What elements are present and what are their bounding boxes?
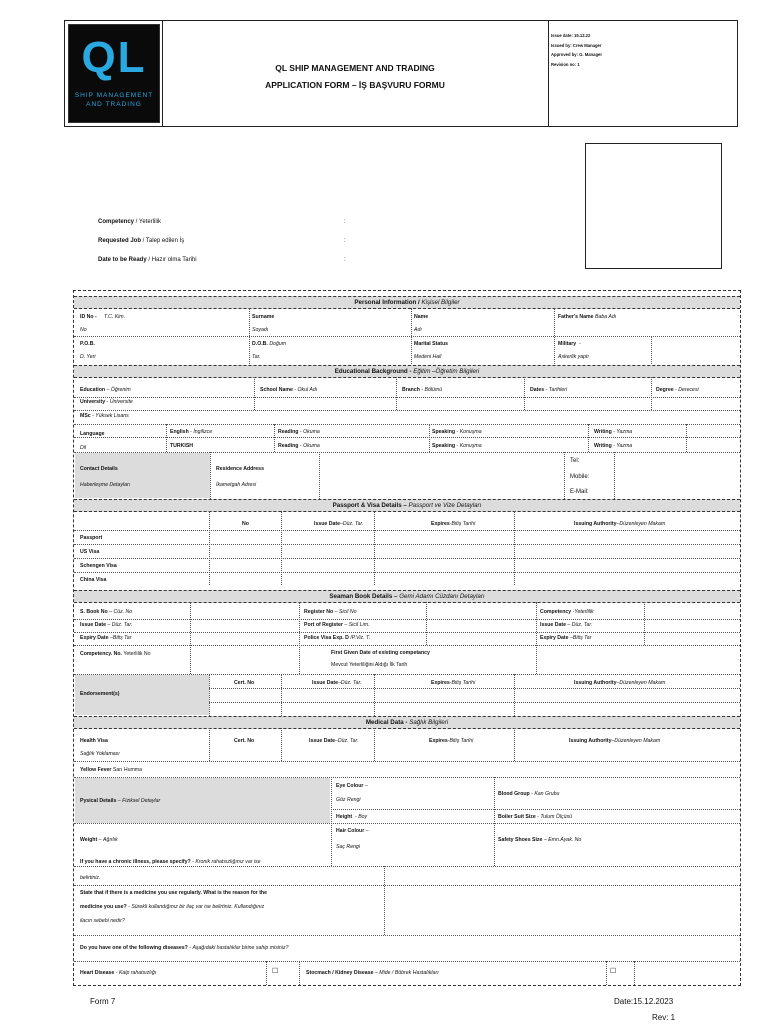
medicine-question: State that if there is a medicine you use regularly. What is the reason for the — [80, 890, 267, 896]
yellow-fever-label: Yellow Fever Sarı Humma — [80, 767, 143, 773]
msc-label: MSc - Yüksek Lisans — [80, 413, 129, 419]
footer-revision: Rev: 1 — [652, 1013, 676, 1022]
pob-label: P.O.B. — [80, 341, 95, 347]
logo-text: QL — [81, 33, 147, 82]
dob-label: D.O.B. Doğum — [252, 341, 287, 347]
stomach-kidney-label: Stocmach / Kidney Disease – Mide / Böbrek Hastalıkları — [306, 970, 439, 976]
passport-row: Passport — [80, 535, 103, 541]
ready-date-label: Date to be Ready / Hazır olma Tarihi — [98, 257, 197, 263]
weight-label: Weight – Ağırlık — [80, 837, 118, 843]
application-form: Personal Information / Kişisel Bilgiler ID No - T.C. Kim. No Surname Soyadı Name Adı Father's Name Baba Adı P.O.B. D. Yeri D.O.B. Doğum Tar. Marital Status Medeni Hali Military - Askerlik yaptı Educational Background - Eğitim –Öğretim Bilgileri Education – Öğrenim School Name - Okul Adı Branch - Bölümü Dates - Tarihleri Degree - Derecesi University - Üniversite MSc - Yüksek Lisans Language Dil English - İngilizce TURKISH Reading - Okuma Reading - Okuma Speaking - Konuşma Speaking - Konuşma Writing - Yazma Writing - Yazma Contact Details Haberleşme Detayları Residence Address İkametgah Adresi Tel: Mobile: E-Mail: Passport & Visa Details – Passport ve Vize Detayları No Issue Date–Düz. Tar. Expires-Bitiş Tarihi Issuing Authority–Düzenleyen Makam Passport US Visa Schengen Visa China Visa Seaman Book Details – Gemi Adamı Cüzdanı Detayları S. Book No – Cüz. No Register No – Sicil No Competency -Yeterlilik Issue Date – Düz. Tar. Port of Register – Sicil Lim. Issue Date – Düz. Tar. Expiry Date –Bitiş Tar Police Visa Exp. D /P.Viz. T. Expiry Date –Bitiş Tar Competency. No. Yeterlilik No First Given Date of existing competancy Mevcut Yeterliliğini Aldığı İlk Tarih Endorsement(s) Cert. No Issue Date–Düz. Tar. Expires-Bitiş Tarihi Issuing Authority–Düzenleyen Makam Medical Data - Sağlık Bilgileri Health Visa Sağlık Yoklaması Cert. No Issue Date–Düz. Tar. Expires-Bitiş Tarihi Issuing Authority–Düzenleyen Makam Yellow Fever Sarı Humma Pysical Details – Fiziksel Detaylar Eye Colour – Göz Rengi Blood Group - Kan Grubu Height - Boy Boiler Suit Size - Tulum Ölçüsü Weight – Ağırlık Hair Colour – Saç Rengi Safety Shoes Size – Emn.Ayak. No If you have a chronic illness, please specify? - Kronik rahatsızlığınız var ise belirtiniz. State that if there is a medicine you use regularly. What is the reason for the medicine you use? - Sürekli kullandığınız bir ilaç var ise belirtiniz. Kullandığınız ilacın sebebi nedir? Do you have one of the following diseases? - Aşağıdaki hastalıklar birine sahip misiniz? Heart Disease - Kalp rahatsızlığı ☐ Stocmach / Kidney Disease – Mide / Böbrek Hastalıkları ☐ — [73, 290, 741, 986]
education-label: Education – Öğrenim — [80, 387, 131, 393]
china-visa-row: China Visa — [80, 577, 107, 583]
school-name-label: School Name - Okul Adı — [260, 387, 318, 393]
tel-label: Tel: — [570, 458, 580, 464]
section-personal: Personal Information / Kişisel Bilgiler — [74, 296, 740, 309]
contact-details-label: Contact Details — [80, 466, 118, 472]
us-visa-row: US Visa — [80, 549, 100, 555]
id-no-label: ID No - T.C. Kim. — [80, 314, 126, 320]
language-label: Language — [80, 431, 105, 437]
email-label: E-Mail: — [570, 489, 589, 495]
degree-label: Degree - Derecesi — [656, 387, 699, 393]
english-label: English - İngilizce — [170, 429, 213, 435]
surname-label: Surname — [252, 314, 275, 320]
physical-details-label: Pysical Details – Fiziksel Detaylar — [80, 798, 161, 804]
endorsement-label: Endorsement(s) — [80, 691, 120, 697]
schengen-visa-row: Schengen Visa — [80, 563, 117, 569]
passport-no-header: No — [242, 521, 249, 527]
logo-subtitle: SHIP MANAGEMENT AND TRADING — [74, 92, 154, 108]
university-label: University - Üniversite — [80, 399, 133, 405]
marital-status-label: Marital Status — [414, 341, 449, 347]
competency-label: Competency / Yeterlilik — [98, 219, 162, 225]
form-title: APPLICATION FORM – İŞ BAŞVURU FORMU — [265, 80, 445, 90]
company-name: QL SHIP MANAGEMENT AND TRADING — [275, 63, 435, 73]
military-label: Military - — [558, 341, 581, 347]
turkish-label: TURKISH — [170, 443, 194, 449]
heart-disease-checkbox[interactable]: ☐ — [272, 968, 279, 975]
form-number: Form 7 — [90, 997, 116, 1006]
heart-disease-label: Heart Disease - Kalp rahatsızlığı — [80, 970, 157, 976]
requested-job-label: Requested Job / Talep edilen İş — [98, 238, 185, 244]
diseases-question: Do you have one of the following diseases? - Aşağıdaki hastalıklar birine sahip misiniz? — [80, 945, 289, 951]
stomach-kidney-checkbox[interactable]: ☐ — [610, 968, 617, 975]
document-meta: Issue date: 15.12.22 Issued by: Crew Manager Approved by: G. Manager Revision no: 1 — [551, 33, 602, 67]
footer-date: Date:15.12.2023 — [614, 997, 674, 1006]
father-name-label: Father's Name Baba Adı — [558, 314, 617, 320]
branch-label: Branch - Bölümü — [402, 387, 443, 393]
residence-address-label: Residence Address — [216, 466, 264, 472]
company-logo — [68, 24, 160, 123]
section-seaman-book: Seaman Book Details – Gemi Adamı Cüzdanı Detayları — [74, 590, 740, 603]
section-medical: Medical Data - Sağlık Bilgileri — [74, 716, 740, 729]
form-header — [64, 20, 738, 127]
section-education: Educational Background - Eğitim –Öğretim Bilgileri — [74, 365, 740, 378]
mobile-label: Mobile: — [570, 474, 590, 480]
dates-label: Dates - Tarihleri — [530, 387, 568, 393]
photo-box[interactable] — [585, 143, 722, 269]
section-passport: Passport & Visa Details – Passport ve Vize Detayları — [74, 499, 740, 512]
health-visa-label: Health Visa — [80, 738, 108, 744]
name-label: Name — [414, 314, 429, 320]
